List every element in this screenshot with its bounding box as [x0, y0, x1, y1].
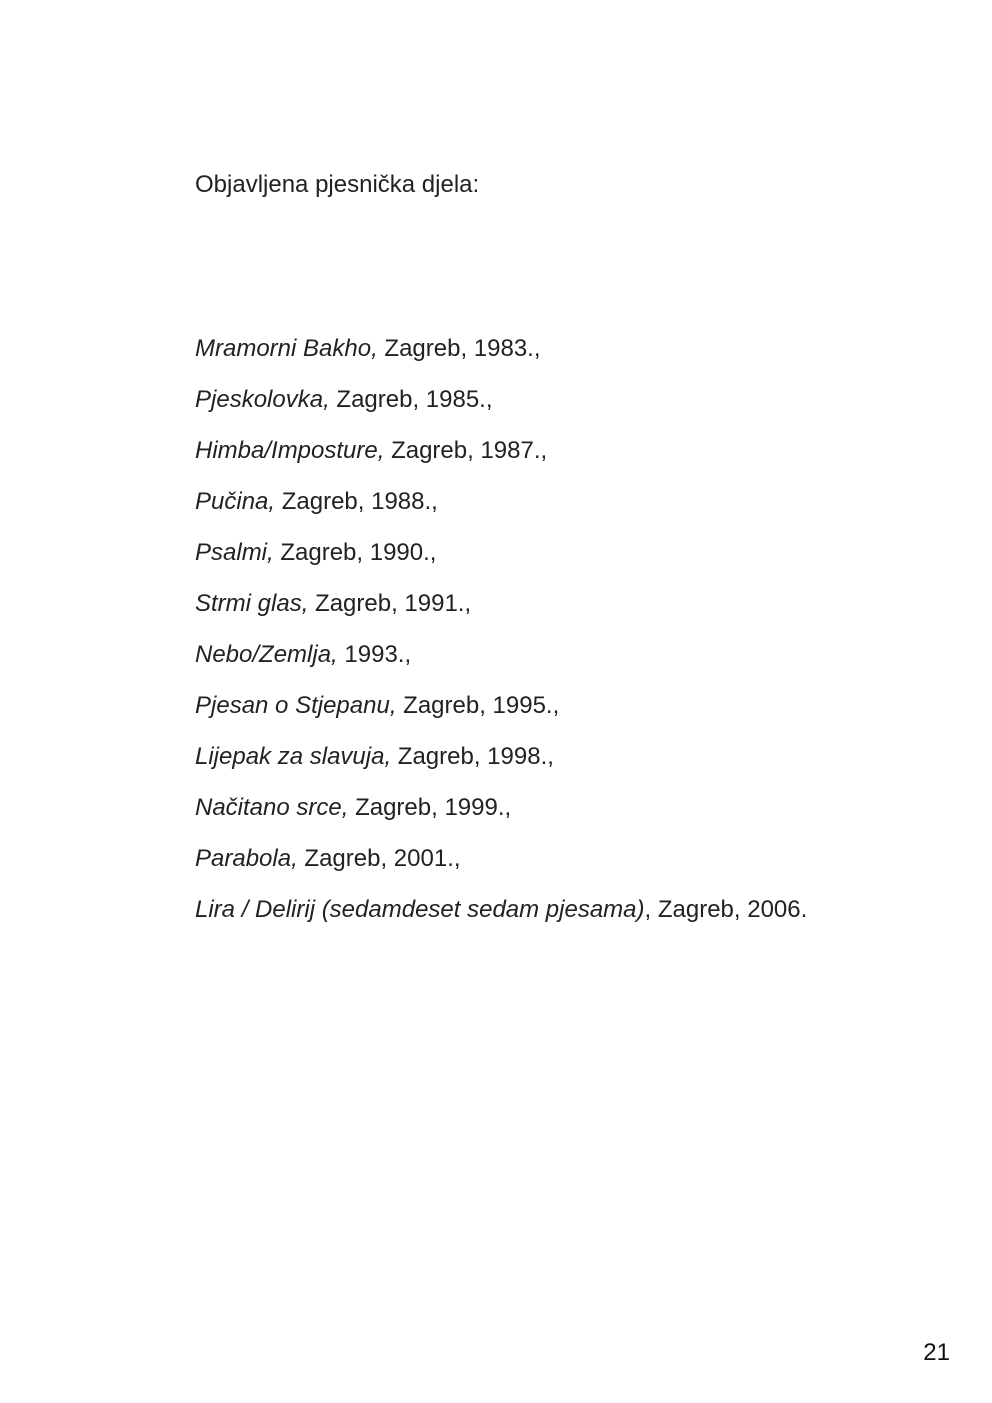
- work-details: Zagreb, 1999.,: [348, 794, 512, 821]
- work-item: [195, 844, 807, 895]
- work-details: Zagreb, 1998.,: [391, 743, 554, 770]
- work-details: Zagreb, 1991.,: [308, 590, 472, 617]
- work-details: Zagreb, 1988.,: [275, 488, 438, 515]
- work-title: Pučina,: [195, 488, 276, 515]
- work-item: [195, 640, 807, 691]
- work-title: Mramorni Bakho,: [195, 335, 378, 362]
- work-title: Lijepak za slavuja,: [195, 743, 392, 770]
- work-title: Pjeskolovka,: [195, 386, 330, 413]
- section-heading: Objavljena pjesnička djela:: [195, 171, 480, 198]
- work-title: Nebo/Zemlja,: [195, 641, 338, 668]
- work-item: [195, 793, 807, 844]
- works-list: [195, 334, 807, 946]
- work-title: Pjesan o Stjepanu,: [195, 692, 397, 719]
- work-details: Zagreb, 1985.,: [329, 386, 493, 413]
- work-item: [195, 742, 807, 793]
- work-details: Zagreb, 1987.,: [384, 437, 548, 464]
- work-details: 1993.,: [337, 641, 412, 668]
- work-details: Zagreb, 1990.,: [273, 539, 437, 566]
- work-title: Načitano srce,: [195, 794, 349, 821]
- work-details: Zagreb, 1995.,: [396, 692, 560, 719]
- work-title: Strmi glas,: [195, 590, 309, 617]
- work-item: [195, 436, 807, 487]
- work-title: Himba/Imposture,: [195, 437, 385, 464]
- work-item: [195, 691, 807, 742]
- work-title: Parabola,: [195, 845, 298, 872]
- work-details: Zagreb, 2001.,: [297, 845, 461, 872]
- work-item: [195, 385, 807, 436]
- work-item: [195, 589, 807, 640]
- work-details: , Zagreb, 2006.: [644, 896, 808, 923]
- work-item: [195, 487, 807, 538]
- work-item: [195, 334, 807, 385]
- page-number: 21: [923, 1339, 950, 1366]
- work-item: [195, 895, 807, 946]
- work-title: Psalmi,: [195, 539, 274, 566]
- work-details: Zagreb, 1983.,: [377, 335, 541, 362]
- work-title: Lira / Delirij (sedamdeset sedam pjesama): [195, 896, 645, 923]
- work-item: [195, 538, 807, 589]
